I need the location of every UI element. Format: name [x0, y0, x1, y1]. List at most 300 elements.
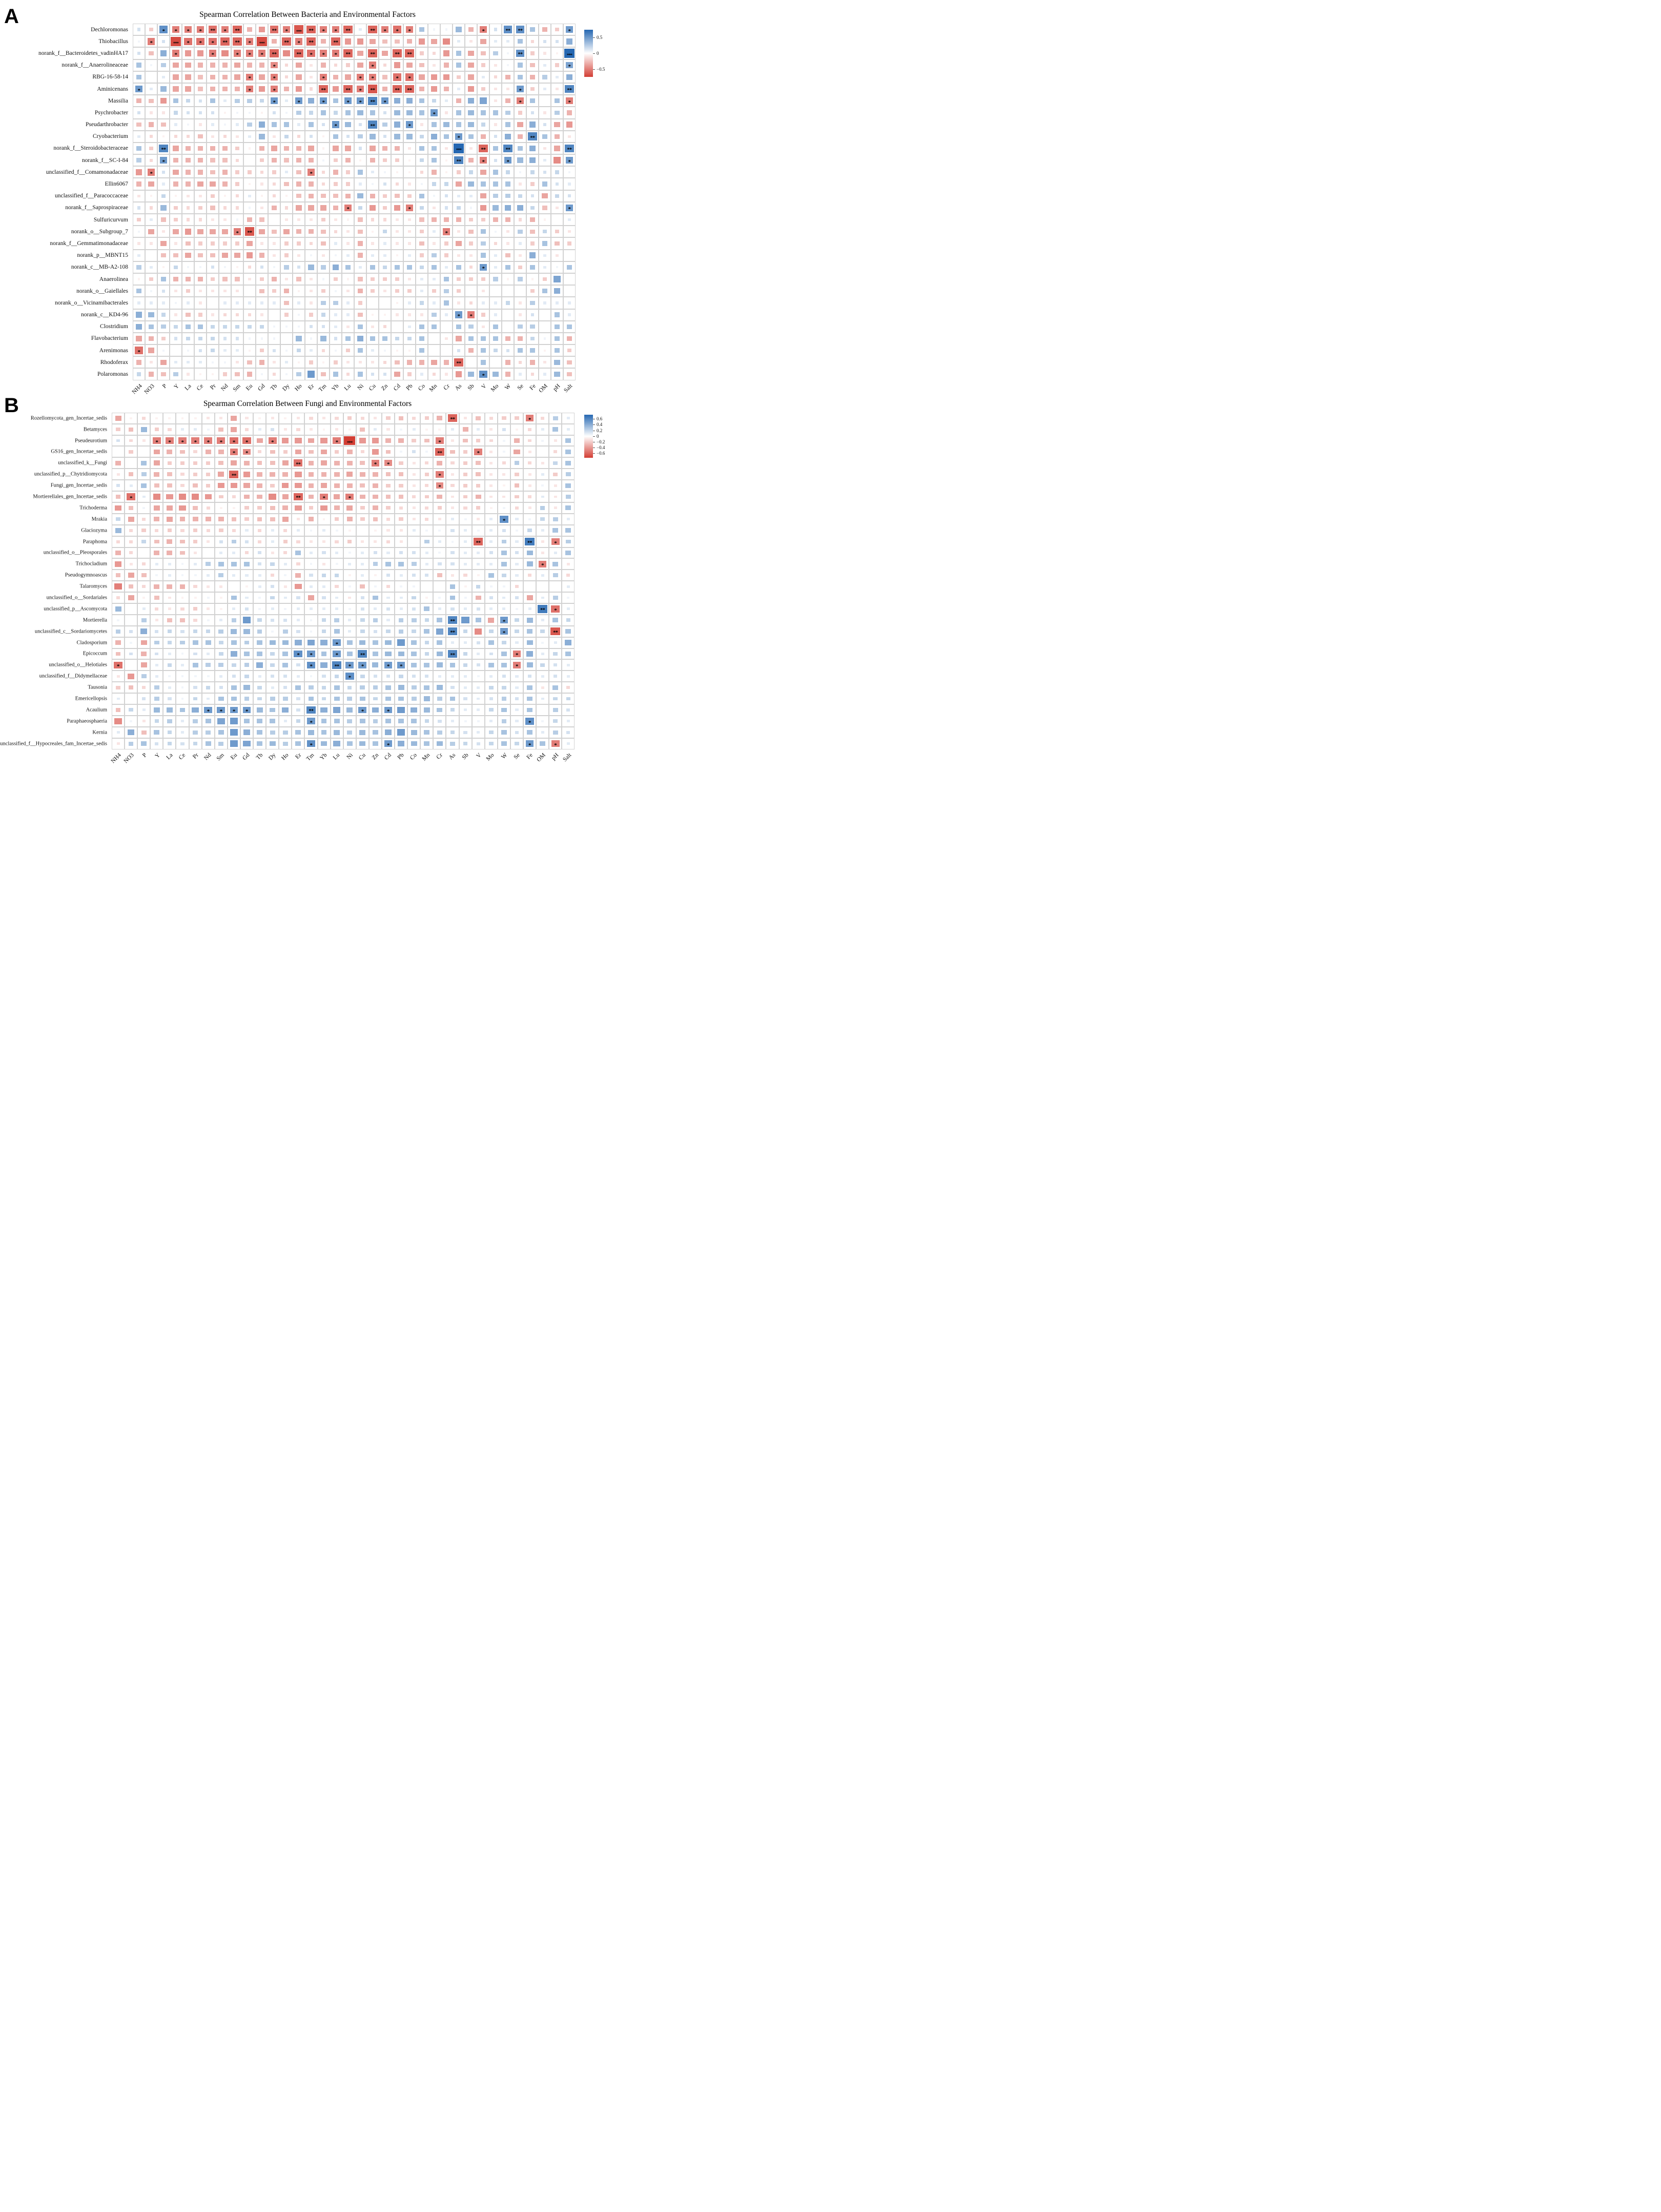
corr-cell: [176, 738, 189, 749]
corr-cell: [305, 143, 317, 154]
corr-square: [445, 326, 447, 328]
corr-cell: [318, 413, 331, 424]
corr-square: [408, 230, 411, 233]
row-label-text: Trichocladium: [75, 561, 107, 567]
corr-square: [517, 157, 523, 163]
corr-cell: [354, 285, 366, 297]
corr-square: [334, 158, 338, 162]
corr-square: [398, 685, 404, 690]
corr-square: [258, 417, 261, 419]
corr-cell: [391, 202, 403, 214]
corr-cell: [189, 693, 202, 704]
corr-square: [567, 241, 571, 245]
corr-cell: [279, 603, 292, 615]
corr-cell: [366, 356, 379, 368]
corr-square: [451, 675, 454, 678]
corr-cell: [243, 309, 256, 321]
corr-cell: [356, 536, 369, 547]
significance-stars: **: [309, 28, 314, 34]
corr-cell: [194, 333, 207, 344]
corr-cell: [182, 131, 194, 143]
corr-square: [150, 195, 153, 197]
corr-square: [321, 230, 325, 234]
corr-square: [136, 360, 141, 364]
corr-square: [231, 629, 237, 634]
corr-cell: [514, 143, 526, 154]
corr-cell: [202, 558, 215, 570]
corr-cell: [305, 24, 317, 35]
corr-cell: [292, 693, 304, 704]
corr-cell: [539, 47, 551, 59]
corr-cell: [194, 356, 207, 368]
corr-square: [207, 653, 210, 655]
row-label: [0, 469, 112, 480]
corr-cell: [243, 143, 256, 154]
row-label: [0, 457, 112, 469]
corr-cell: [163, 716, 176, 727]
corr-cell: [182, 250, 194, 261]
corr-cell: [215, 727, 228, 738]
corr-square: [155, 574, 158, 576]
x-axis-label: Pr: [191, 752, 200, 760]
row-label: [0, 547, 112, 559]
row-label-text: norank_o__Vicinamibacterales: [54, 299, 128, 306]
corr-cell: [342, 297, 354, 309]
corr-cell: [472, 671, 485, 682]
corr-square: [359, 438, 366, 443]
corr-square: [502, 496, 505, 498]
corr-cell: [219, 226, 231, 237]
corr-cell: [231, 309, 243, 321]
corr-cell: [253, 581, 266, 592]
significance-stars: *: [371, 64, 374, 70]
corr-square: [149, 372, 154, 376]
corr-cell: [202, 738, 215, 749]
row-label: [0, 435, 112, 447]
corr-square: [502, 529, 506, 532]
corr-cell: [317, 297, 330, 309]
corr-cell: [366, 35, 379, 47]
corr-square: [283, 229, 290, 234]
corr-square: [489, 708, 493, 712]
corr-cell: [416, 309, 428, 321]
corr-cell: [279, 525, 292, 536]
corr-square: [419, 110, 424, 115]
corr-cell: [459, 413, 472, 424]
corr-cell: [219, 297, 231, 309]
corr-square: [419, 348, 424, 353]
corr-square: [385, 729, 392, 735]
corr-square: [374, 574, 377, 576]
corr-cell: [157, 131, 170, 143]
corr-square: [231, 651, 237, 657]
corr-cell: [453, 250, 465, 261]
corr-square: [260, 277, 264, 281]
corr-cell: [526, 309, 539, 321]
corr-square: [321, 460, 327, 465]
corr-cell: [280, 261, 293, 273]
corr-cell: [304, 435, 317, 447]
corr-cell: [369, 558, 382, 570]
corr-square: [273, 326, 276, 328]
corr-square: [457, 230, 460, 233]
corr-cell: [502, 178, 514, 190]
x-axis-label: NH4: [131, 382, 143, 395]
corr-square: [413, 506, 416, 509]
corr-cell: [562, 693, 575, 704]
corr-square: [359, 266, 362, 269]
corr-square: [192, 494, 199, 500]
significance-stars: *: [554, 540, 557, 546]
row-label: [0, 592, 112, 603]
corr-cell: [502, 154, 514, 166]
corr-square: [309, 360, 313, 364]
corr-square: [260, 207, 263, 209]
significance-stars: **: [235, 28, 240, 34]
corr-square: [271, 574, 274, 577]
corr-cell: [240, 446, 253, 457]
significance-stars: *: [408, 123, 411, 130]
corr-square: [445, 99, 448, 102]
corr-square: [271, 529, 274, 532]
corr-cell: [459, 525, 472, 536]
corr-cell: [240, 491, 253, 502]
corr-cell: [395, 603, 407, 615]
corr-square: [541, 552, 544, 554]
corr-cell: [228, 581, 240, 592]
corr-square: [321, 39, 326, 44]
corr-cell: [407, 648, 420, 660]
corr-square: [566, 686, 570, 689]
corr-square: [555, 336, 560, 341]
x-axis-tick: [369, 749, 382, 790]
corr-square: [219, 675, 222, 678]
corr-cell: [391, 309, 403, 321]
corr-cell: [465, 344, 477, 356]
corr-square: [247, 63, 252, 67]
corr-cell: [266, 491, 279, 502]
corr-cell: [317, 356, 330, 368]
corr-cell: [366, 95, 379, 107]
significance-stars: *: [310, 51, 313, 58]
corr-cell: [157, 321, 170, 333]
corr-cell: [369, 435, 382, 447]
corr-square: [408, 350, 411, 352]
corr-cell: [498, 469, 510, 480]
corr-square: [199, 290, 202, 292]
corr-cell: [510, 558, 523, 570]
corr-cell: [292, 480, 304, 491]
corr-cell: [446, 738, 459, 749]
corr-cell: [157, 273, 170, 285]
corr-cell: [163, 592, 176, 603]
corr-square: [358, 217, 362, 221]
corr-cell: [202, 491, 215, 502]
significance-stars: **: [296, 52, 301, 58]
corr-square: [149, 324, 154, 329]
panel-a-letter: A: [4, 5, 19, 28]
corr-cell: [318, 480, 331, 491]
corr-cell: [502, 356, 514, 368]
corr-cell: [266, 435, 279, 447]
x-axis-label: P: [141, 752, 149, 759]
corr-square: [235, 325, 239, 329]
corr-square: [282, 652, 288, 656]
corr-square: [468, 230, 473, 234]
corr-square: [519, 182, 522, 185]
corr-square: [412, 574, 416, 577]
corr-square: [210, 146, 215, 151]
row-label-text: Trichoderma: [79, 505, 107, 511]
x-axis-label: Pb: [405, 382, 414, 392]
corr-cell: [477, 261, 489, 273]
corr-cell: [536, 536, 549, 547]
corr-square: [308, 595, 314, 600]
corr-cell: [514, 344, 526, 356]
corr-square: [283, 540, 288, 543]
corr-square: [218, 742, 223, 746]
corr-square: [271, 540, 274, 543]
corr-cell: [433, 502, 446, 514]
corr-square: [162, 182, 165, 185]
corr-square: [413, 484, 416, 487]
corr-square: [334, 313, 337, 316]
corr-square: [284, 563, 287, 565]
corr-cell: [446, 615, 459, 626]
corr-square: [481, 110, 486, 115]
corr-square: [149, 51, 153, 55]
corr-cell: [420, 469, 433, 480]
corr-cell: [395, 693, 407, 704]
corr-square: [396, 302, 399, 304]
corr-cell: [539, 190, 551, 202]
corr-square: [186, 158, 191, 163]
corr-square: [140, 628, 147, 634]
corr-cell: [551, 47, 563, 59]
corr-square: [527, 595, 533, 600]
corr-square: [199, 195, 202, 197]
corr-square: [248, 170, 252, 174]
corr-cell: [280, 154, 293, 166]
corr-cell: [369, 491, 382, 502]
corr-square: [480, 39, 486, 44]
corr-square: [408, 326, 411, 328]
corr-square: [374, 428, 377, 431]
corr-square: [296, 697, 300, 700]
corr-cell: [446, 502, 459, 514]
significance-stars: **: [210, 28, 215, 34]
corr-cell: [207, 166, 219, 178]
significance-stars: *: [359, 87, 362, 94]
corr-square: [555, 111, 559, 115]
corr-cell: [539, 297, 551, 309]
corr-cell: [240, 716, 253, 727]
corr-cell: [539, 178, 551, 190]
corr-square: [173, 158, 178, 163]
corr-square: [568, 218, 571, 221]
corr-cell: [137, 570, 150, 581]
corr-square: [348, 530, 351, 532]
corr-cell: [215, 592, 228, 603]
corr-cell: [453, 24, 465, 35]
corr-cell: [453, 214, 465, 226]
corr-cell: [446, 558, 459, 570]
significance-stars: *: [199, 28, 202, 34]
corr-square: [495, 231, 497, 233]
corr-square: [173, 74, 179, 79]
corr-cell: [416, 190, 428, 202]
corr-square: [468, 348, 474, 353]
corr-square: [185, 253, 191, 258]
corr-square: [505, 98, 510, 103]
row-label-text: GS16_gen_Incertae_sedis: [51, 449, 107, 455]
corr-square: [245, 574, 248, 577]
corr-cell: [562, 592, 575, 603]
corr-square: [556, 40, 559, 43]
corr-cell: [382, 671, 395, 682]
corr-square: [425, 618, 429, 622]
colorbar-tick-label: −0.4: [597, 445, 605, 451]
corr-cell: [395, 413, 407, 424]
corr-square: [481, 241, 485, 246]
corr-cell: [330, 35, 342, 47]
corr-square: [198, 170, 203, 174]
corr-square: [372, 449, 379, 455]
x-axis-tick: [485, 749, 498, 790]
corr-square: [567, 563, 570, 565]
corr-square: [567, 597, 569, 599]
corr-cell: [526, 143, 539, 154]
corr-cell: [268, 95, 280, 107]
corr-square: [432, 289, 436, 293]
corr-cell: [150, 704, 163, 716]
corr-square: [321, 63, 326, 67]
corr-square: [444, 289, 448, 293]
corr-cell: [215, 581, 228, 592]
corr-cell: [523, 446, 536, 457]
corr-square: [231, 697, 237, 701]
corr-square: [321, 741, 327, 746]
significance-stars: *: [273, 64, 276, 70]
corr-square: [552, 427, 558, 432]
corr-cell: [440, 297, 453, 309]
corr-square: [419, 336, 424, 341]
corr-cell: [231, 333, 243, 344]
significance-stars: *: [554, 607, 557, 614]
corr-square: [181, 675, 184, 677]
corr-cell: [207, 24, 219, 35]
corr-square: [207, 506, 210, 510]
corr-cell: [189, 514, 202, 525]
corr-cell: [112, 558, 125, 570]
corr-square: [129, 439, 133, 442]
corr-cell: [562, 424, 575, 435]
corr-square: [186, 99, 190, 103]
corr-square: [260, 266, 264, 269]
corr-cell: [356, 727, 369, 738]
corr-cell: [420, 603, 433, 615]
corr-square: [232, 517, 237, 521]
corr-cell: [440, 261, 453, 273]
corr-square: [223, 337, 227, 340]
row-label: [0, 59, 133, 71]
corr-square: [386, 484, 390, 488]
corr-cell: [407, 514, 420, 525]
row-label-text: Cladosporium: [76, 639, 107, 645]
corr-square: [284, 574, 286, 576]
corr-square: [219, 417, 222, 419]
significance-stars: ***: [296, 28, 302, 34]
corr-square: [272, 277, 277, 281]
corr-cell: [498, 413, 510, 424]
corr-square: [358, 301, 362, 305]
corr-square: [232, 607, 235, 610]
corr-square: [173, 229, 179, 234]
corr-square: [383, 218, 387, 221]
corr-cell: [194, 273, 207, 285]
corr-square: [411, 730, 417, 735]
corr-square: [359, 640, 365, 645]
corr-square: [233, 586, 235, 587]
corr-square: [162, 266, 165, 268]
corr-square: [567, 349, 571, 352]
corr-square: [360, 618, 364, 622]
corr-square: [186, 313, 190, 317]
corr-square: [481, 218, 485, 221]
corr-cell: [440, 178, 453, 190]
row-label-text: unclassified_f__Hypocreales_fam_Incertae_sedis: [0, 740, 107, 746]
significance-stars: *: [445, 230, 448, 236]
corr-square: [322, 278, 325, 280]
corr-square: [141, 573, 147, 577]
corr-square: [236, 290, 239, 292]
corr-square: [284, 417, 286, 419]
corr-cell: [125, 558, 137, 570]
corr-square: [412, 618, 417, 622]
corr-cell: [228, 502, 240, 514]
corr-cell: [472, 424, 485, 435]
corr-square: [505, 205, 511, 211]
corr-cell: [112, 671, 125, 682]
corr-cell: [549, 682, 562, 693]
corr-square: [556, 182, 559, 186]
corr-square: [219, 686, 223, 689]
significance-stars: *: [519, 87, 522, 94]
corr-cell: [433, 704, 446, 716]
corr-square: [394, 110, 400, 115]
corr-square: [432, 265, 437, 270]
corr-square: [360, 675, 364, 678]
corr-cell: [391, 261, 403, 273]
x-axis-label: Ho: [294, 382, 303, 393]
corr-square: [396, 182, 399, 186]
significance-stars: *: [223, 28, 227, 34]
corr-cell: [549, 648, 562, 660]
corr-cell: [318, 536, 331, 547]
corr-cell: [477, 250, 489, 261]
corr-square: [489, 730, 493, 734]
corr-cell: [551, 166, 563, 178]
corr-square: [412, 607, 416, 611]
corr-square: [476, 495, 481, 499]
corr-cell: [194, 261, 207, 273]
corr-square: [218, 428, 223, 432]
corr-cell: [510, 682, 523, 693]
row-label: [0, 368, 133, 380]
corr-cell: [477, 178, 489, 190]
corr-cell: [253, 727, 266, 738]
significance-stars: *: [383, 99, 386, 106]
